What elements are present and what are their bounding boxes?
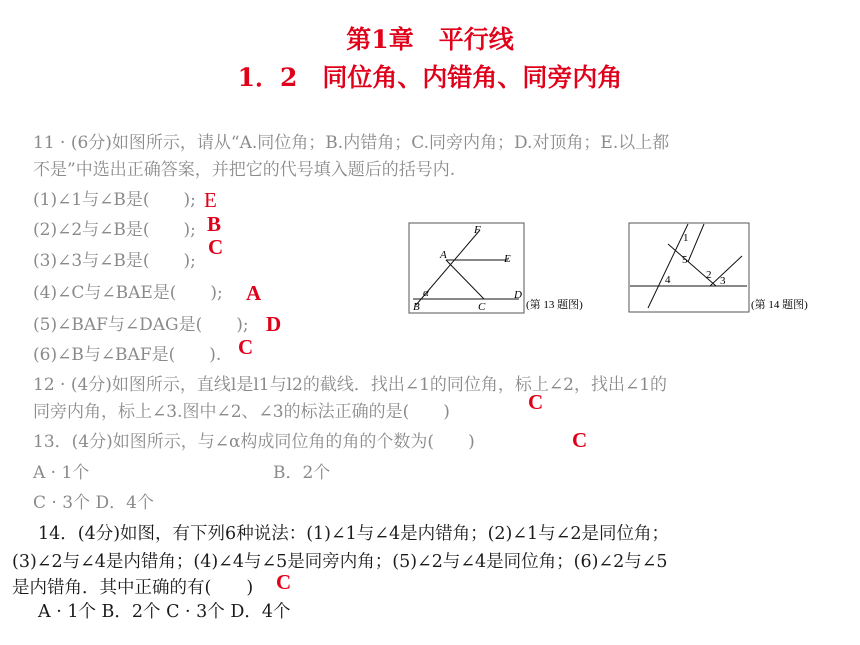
label-d: D	[514, 289, 522, 301]
q14-line3: 是内错角．其中正确的有( )	[12, 578, 254, 598]
section-title: 1．2 同位角、内错角、同旁内角	[237, 63, 623, 92]
line-small	[688, 224, 704, 262]
q14-line1: 14．(4分)如图，有下列6种说法：(1)∠1与∠4是内错角；(2)∠1与∠2是同位角；	[38, 524, 669, 544]
q11-item-6: (6)∠B与∠BAF是( ).	[33, 345, 222, 365]
label-2: 2	[706, 269, 712, 281]
q11-item-3: (3)∠3与∠B是( );	[33, 251, 196, 271]
q13-option-cd: C · 3个 D．4个	[33, 493, 154, 513]
q11-item-5: (5)∠BAF与∠DAG是( );	[33, 315, 249, 335]
label-alpha: α	[423, 287, 429, 299]
label-3: 3	[720, 275, 726, 287]
line-ac	[446, 260, 484, 299]
q13-answer: C	[572, 428, 588, 452]
label-5: 5	[682, 254, 688, 266]
label-1: 1	[683, 232, 689, 244]
figure-13-caption: (第 13 题图)	[526, 299, 583, 311]
q12-answer: C	[528, 390, 544, 414]
figure-14	[628, 222, 828, 316]
q12-line1: 12 · (4分)如图所示，直线l是l1与l2的截线．找出∠1的同位角，标上∠2，找出∠1的	[33, 375, 668, 395]
q11-answer-6: C	[238, 335, 254, 359]
q11-item-1: (1)∠1与∠B是( );	[33, 190, 196, 210]
q11-item-4: (4)∠C与∠BAE是( );	[33, 283, 223, 303]
figure-13	[408, 222, 598, 316]
q12-line2: 同旁内角，标上∠3.图中∠2、∠3的标法正确的是( )	[33, 402, 450, 422]
label-f: F	[474, 224, 481, 236]
label-e: E	[504, 253, 511, 265]
q14-line2: (3)∠2与∠4是内错角；(4)∠4与∠5是同旁内角；(5)∠2与∠4是同位角；(6)∠2与∠5	[12, 552, 668, 572]
line-right	[710, 256, 742, 286]
q11-line1: 11 · (6分)如图所示，请从“A.同位角；B.内错角；C.同旁内角；D.对顶角；E.以上都	[33, 133, 670, 153]
chapter-title: 第1章 平行线	[346, 25, 514, 54]
q11-answer-3: C	[208, 235, 224, 259]
q11-answer-1: E	[204, 188, 217, 212]
label-4: 4	[665, 274, 671, 286]
label-a: A	[440, 249, 447, 261]
q13-option-a: A · 1个	[33, 463, 90, 483]
line-left-transversal	[648, 224, 688, 308]
q11-answer-4: A	[246, 281, 262, 305]
figure-14-frame	[629, 223, 749, 312]
q14-options: A · 1个 B．2个 C · 3个 D．4个	[38, 602, 291, 622]
q11-line2: 不是”中选出正确答案，并把它的代号填入题后的括号内.	[33, 160, 456, 180]
label-b: B	[413, 301, 420, 313]
q11-item-2: (2)∠2与∠B是( );	[33, 220, 196, 240]
q13-line1: 13．(4分)如图所示，与∠α构成同位角的角的个数为( )	[33, 432, 475, 452]
label-c: C	[478, 301, 486, 313]
q13-option-b: B．2个	[273, 463, 331, 483]
q14-answer: C	[276, 570, 292, 594]
q11-answer-2: B	[207, 212, 222, 236]
q11-answer-5: D	[266, 312, 282, 336]
figure-14-caption: (第 14 题图)	[751, 299, 808, 311]
